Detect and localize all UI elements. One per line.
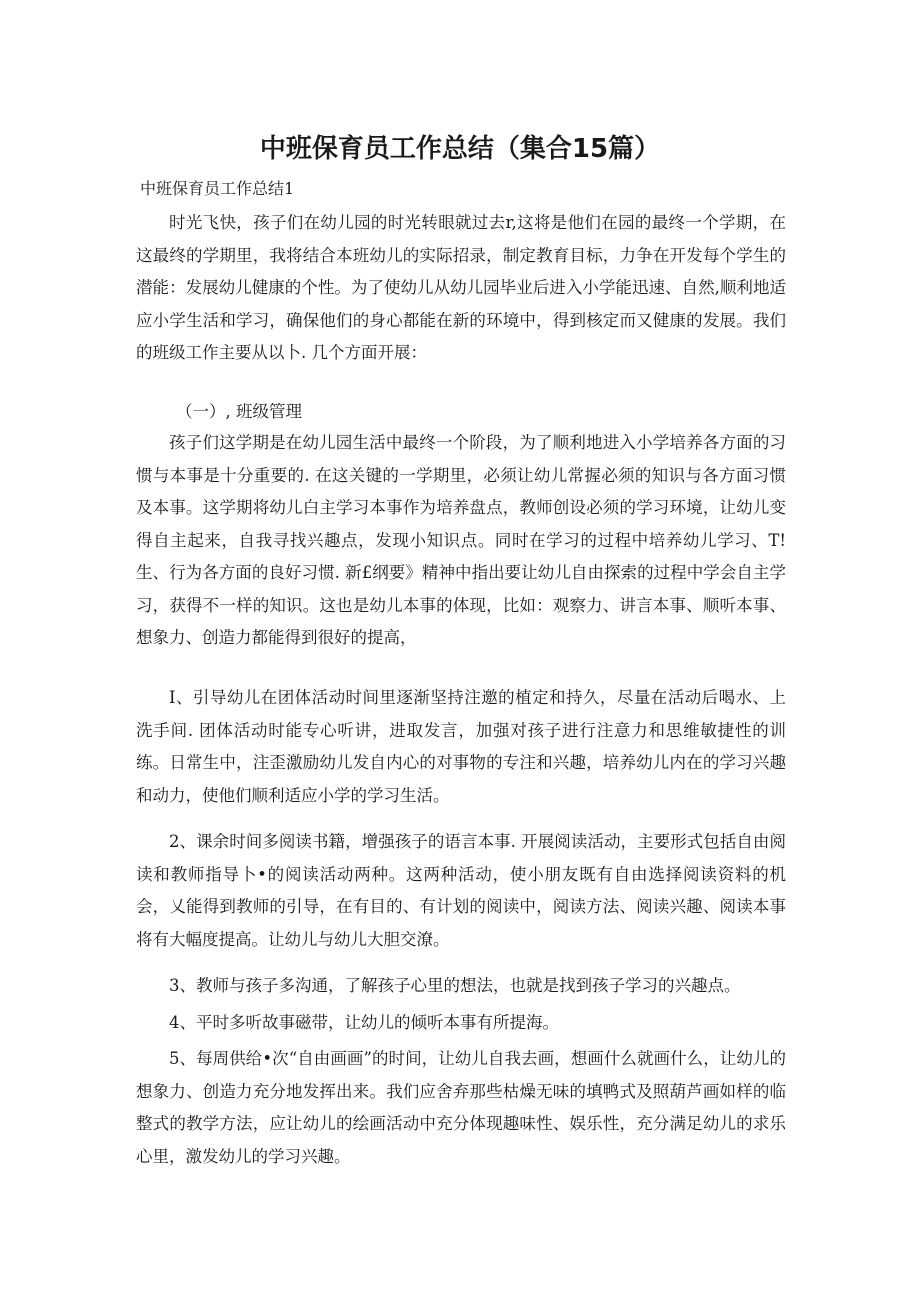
section-heading: （一）, 班级管理 xyxy=(176,402,302,421)
paragraph-item-2: 2、课余时间多阅读书籍，增强孩子的语言本事. 开展阅读活动，主要形式包括自由阅读和教师指导卜•的阅读活动两种。这两种活动，使小朋友既有自由选择阅读资料的机会，乂能得到教师的引导，在有目的、有计划的阅读中，阅读方法、阅读兴趣、阅读本事将有大幅度提高。让幼儿与幼儿大胆交潦。 xyxy=(136,832,786,949)
paragraph-intro: 时光飞快，孩子们在幼儿园的时光转眼就过去r,这将是他们在园的最终一个学期，在这最终的学期里，我将结合本班幼儿的实际招录，制定教育目标，力争在开发每个学生的潜能：发展幼儿健康的个性。为了使幼儿从幼儿园毕业后进入小学能迅速、自然,顺利地适应小学生活和学习，确保他们的身心都能在新的环境中，得到核定而又健康的发展。我们的班级工作主要从以卜. 几个方面开展： xyxy=(136,213,786,362)
document-subtitle: 中班保育员工作总结1 xyxy=(140,179,295,198)
document-title: 中班保育员工作总结（集合15篇） xyxy=(259,134,661,164)
paragraph-item-4: 4、平时多听故事磁带，让幼儿的倾听本事有所提海。 xyxy=(169,1013,559,1032)
paragraph-class-management: 孩子们这学期是在幼儿园生活中最终一个阶段，为了顺利地进入小学培养各方面的习惯与本事是十分重要的. 在这关键的一学期里，必须让幼儿常握必须的知识与各方面习惯及本事。这学期将幼儿白主学习本事作为培养盘点，教师创设必须的学习环境，让幼儿变得自主起来，自我寻找兴趣点，发现小知识点。同时在学习的过程中培养幼儿学习、T!生、行为各方面的良好习惯. 新£纲要》精神中指出要让幼儿自由探索的过程中学会自主学习，获得不一样的知识。这也是幼儿本事的体现，比如：观察力、讲言本事、顺听本事、想象力、创造力都能得到很好的提高， xyxy=(136,433,786,647)
paragraph-item-1: I、引导幼儿在团体活动时间里逐渐坚持注邀的植定和持久，尽量在活动后喝水、上洗手间. 团体活动时能专心听讲，进取发言，加强对孩子进行注意力和思维敏捷性的训练。日常生中，注歪激励幼儿发自内心的对事物的专注和兴趣，培养幼儿内在的学习兴趣和动力，使他们顺利适应小学的学习生活。 xyxy=(136,688,786,805)
paragraph-item-3: 3、教师与孩子多沟通，了解孩子心里的想法，也就是找到孩子学习的兴趣点。 xyxy=(169,976,741,995)
paragraph-item-5: 5、每周供给•次“自由画画”的时间，让幼儿自我去画，想画什么就画什么，让幼儿的想象力、创造力充分地发挥出来。我们应舍弃那些枯燥无味的填鸭式及照葫芦画如样的临整式的教学方法，应让幼儿的绘画活动中充分体现趣味性、娱乐性，充分满足幼儿的求乐心里，激发幼儿的学习兴趣。 xyxy=(136,1049,786,1166)
